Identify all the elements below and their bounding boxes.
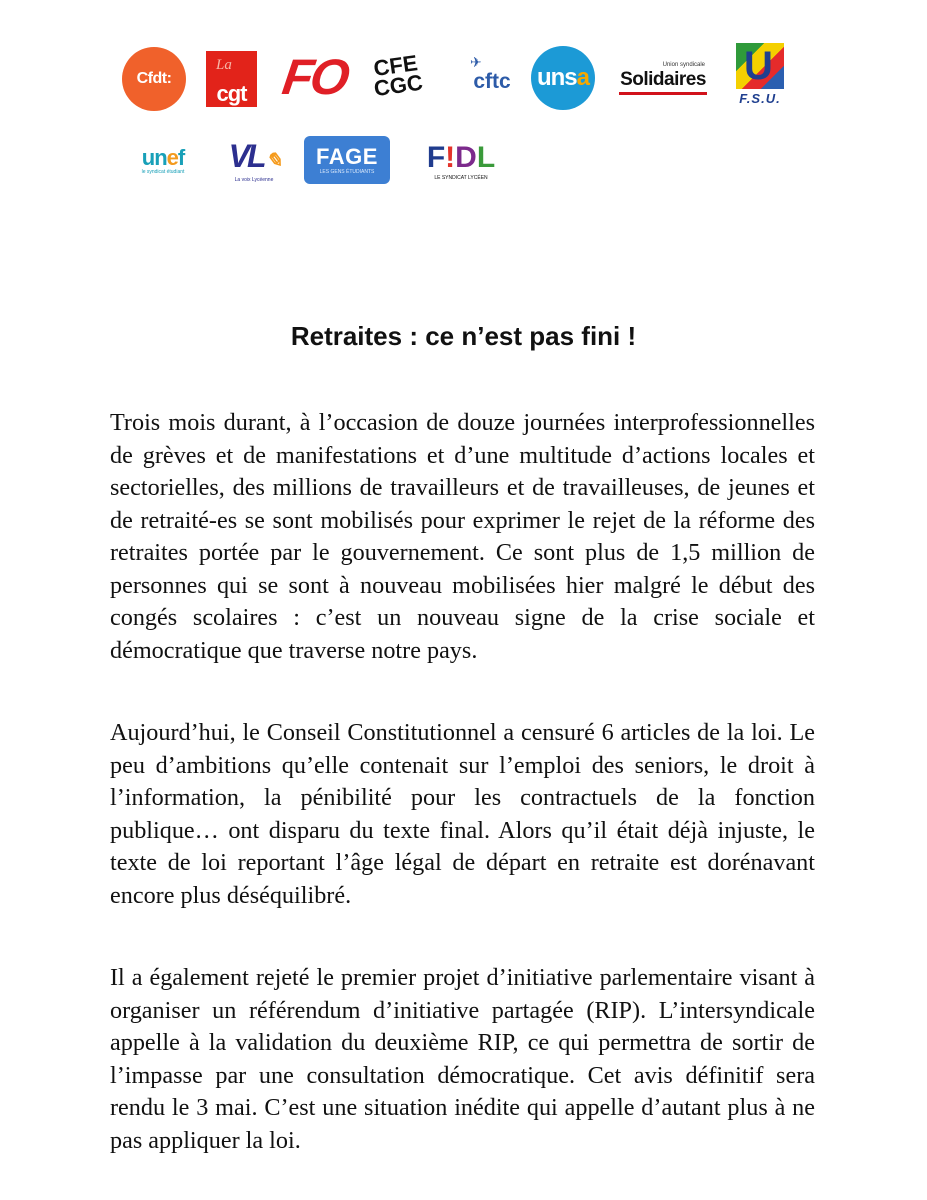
- paragraph-2: Aujourd’hui, le Conseil Constitutionnel a censuré 6 articles de la loi. Le peu d’ambitions qu’elle contenait sur l’emploi des seniors, le droit à l’information, la pénibilité pour les contractuels de la fonction publique… ont disparu du texte final. Alors qu’il était déjà injuste, le texte de loi reportant l’âge légal de départ en retraite est dorénavant encore plus déséquilibré.: [110, 719, 815, 909]
- voix-lyceenne-logo: [222, 138, 286, 184]
- fsu-logo-mark: U: [736, 43, 784, 89]
- cgt-logo-text: cgt: [216, 81, 247, 106]
- cfdt-logo: [122, 47, 186, 111]
- vl-logo-text: VL ✎: [228, 137, 280, 174]
- fidl-logo: [416, 138, 506, 184]
- union-logos-header: [0, 0, 927, 200]
- unef-logo-subtitle: le syndicat étudiant: [141, 169, 185, 175]
- solidaires-logo-subtitle: Union syndicale: [662, 62, 705, 68]
- document-title: Retraites : ce n’est pas fini !: [290, 321, 637, 352]
- paragraph-1: Trois mois durant, à l’occasion de douze journées interprofessionnelles de grèves et de manifestations et d’une multitude d’actions locales et sectorielles, des millions de travailleurs et de travailleuses, de jeunes et de retraité-es se sont mobilisés pour exprimer le rejet de la réforme des retraites portée par le gouvernement. Ce sont plus de 1,5 million de personnes qui se sont à nouveau mobilisées hier malgré le début des congés scolaires : c’est un nouveau signe de la crise sociale et démocratique que traverse notre pays.: [110, 409, 815, 664]
- fsu-logo-text: F.S.U.: [739, 90, 781, 106]
- fage-logo-text: FAGE: [316, 144, 378, 169]
- cfe-cgc-logo: [365, 46, 429, 106]
- unef-logo: [126, 142, 200, 180]
- cftc-logo-text: cftc: [473, 70, 511, 93]
- fidl-logo-subtitle: LE SYNDICAT LYCÉEN: [434, 175, 488, 181]
- cftc-logo: [464, 52, 520, 98]
- unsa-logo-text: unsa: [536, 64, 590, 91]
- solidaires-logo-underline: [619, 92, 707, 95]
- unsa-logo: [531, 46, 595, 110]
- cgt-logo: [206, 51, 257, 107]
- solidaires-logo: [615, 56, 711, 100]
- cfdt-logo-text: Cfdt:: [136, 70, 172, 87]
- fo-logo: [280, 45, 350, 109]
- fage-logo: [304, 136, 390, 184]
- fo-logo-text: FO: [279, 49, 351, 105]
- megaphone-icon: ✎: [265, 149, 280, 172]
- solidaires-logo-text: Solidaires: [620, 69, 706, 90]
- vl-logo-subtitle: La voix Lycéenne: [234, 176, 274, 183]
- fage-logo-subtitle: LES GENS ÉTUDIANTS: [319, 169, 375, 175]
- unef-logo-text: unef: [141, 145, 185, 170]
- paragraph-3: Il a également rejeté le premier projet d’initiative parlementaire visant à organiser un référendum d’initiative partagée (RIP). L’intersyndicale appelle à la validation du deuxième RIP, ce qui permettra de sortir de l’impasse par une consultation démocratique. Cet avis définitif sera rendu le 3 mai. C’est une situation inédite qui appelle d’autant plus à ne pas appliquer la loi.: [110, 964, 815, 1154]
- fidl-logo-text: F ! D L: [426, 141, 496, 174]
- cfe-cgc-logo-text: CFE CGC: [372, 50, 425, 102]
- bird-icon: ✈: [470, 56, 482, 71]
- fsu-logo: [730, 40, 790, 108]
- cgt-logo-la: La: [216, 57, 232, 73]
